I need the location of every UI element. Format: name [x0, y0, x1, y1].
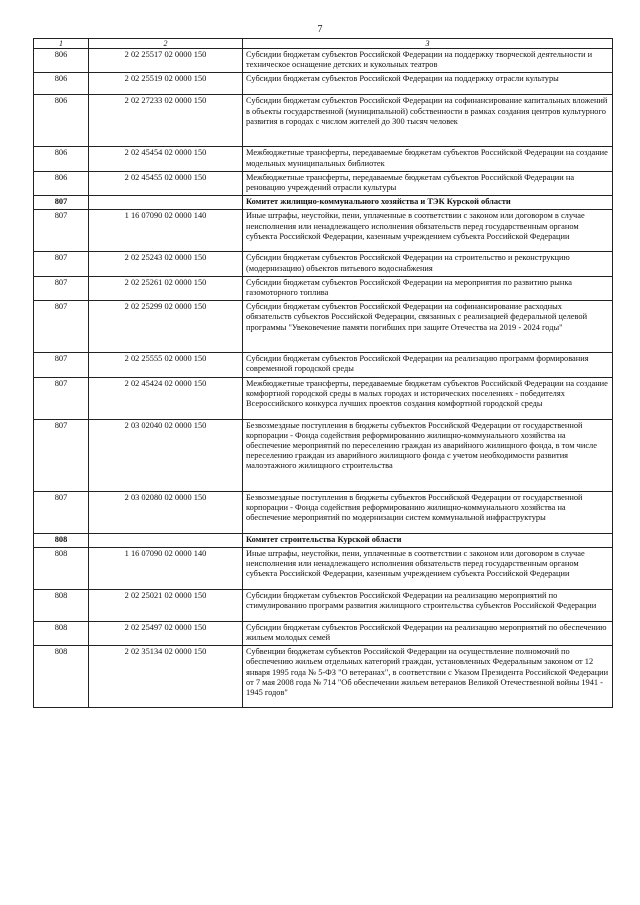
table-row	[34, 252, 613, 276]
table-row	[34, 73, 613, 95]
table-row	[34, 276, 613, 300]
income-description-cell: Комитет строительства Курской области	[243, 533, 613, 547]
admin-code-cell: 807	[34, 491, 89, 533]
admin-code-cell: 807	[34, 301, 89, 353]
table-body	[34, 49, 613, 708]
table-row	[34, 589, 613, 621]
administrator-header-row	[34, 196, 613, 210]
budget-classification-code-cell: 2 02 25261 02 0000 150	[89, 276, 243, 300]
column-2-number: 2	[89, 39, 243, 49]
income-description-cell: Субсидии бюджетам субъектов Российской Федерации на софинансирование расходных обязательств субъектов Российской Федерации, связанных с реализацией федеральной целевой программы "Увековечение памяти погибших при защите Отечества на 2019 - 2024 годы"	[243, 301, 613, 353]
budget-classification-code-cell: 2 02 25243 02 0000 150	[89, 252, 243, 276]
table-row	[34, 419, 613, 491]
income-description-cell: Субсидии бюджетам субъектов Российской Федерации на поддержку отрасли культуры	[243, 73, 613, 95]
column-1-number: 1	[34, 39, 89, 49]
budget-classification-code-cell: 2 02 45455 02 0000 150	[89, 171, 243, 195]
income-description-cell: Межбюджетные трансферты, передаваемые бюджетам субъектов Российской Федерации на создание модельных муниципальных библиотек	[243, 147, 613, 171]
budget-classification-code-cell: 2 02 25021 02 0000 150	[89, 589, 243, 621]
table-row	[34, 491, 613, 533]
admin-code-cell: 808	[34, 547, 89, 589]
budget-classification-code-cell: 1 16 07090 02 0000 140	[89, 210, 243, 252]
budget-classification-code-cell: 2 02 45454 02 0000 150	[89, 147, 243, 171]
table-row	[34, 95, 613, 147]
admin-code-cell: 807	[34, 196, 89, 210]
admin-code-cell: 807	[34, 419, 89, 491]
admin-code-cell: 807	[34, 276, 89, 300]
budget-classification-code-cell: 2 02 25517 02 0000 150	[89, 49, 243, 73]
income-description-cell: Субсидии бюджетам субъектов Российской Федерации на реализацию программ формирования современной городской среды	[243, 353, 613, 377]
table-row	[34, 210, 613, 252]
admin-code-cell: 806	[34, 73, 89, 95]
budget-classification-code-cell: 1 16 07090 02 0000 140	[89, 547, 243, 589]
revenue-codes-table	[33, 38, 613, 708]
admin-code-cell: 806	[34, 95, 89, 147]
income-description-cell: Межбюджетные трансферты, передаваемые бюджетам субъектов Российской Федерации на реновацию учреждений отрасли культуры	[243, 171, 613, 195]
budget-classification-code-cell: 2 02 25519 02 0000 150	[89, 73, 243, 95]
table-row	[34, 49, 613, 73]
income-description-cell: Иные штрафы, неустойки, пени, уплаченные в соответствии с законом или договором в случае неисполнения или ненадлежащего исполнения обязательств перед государственным органом субъекта Российской Федерации, казенным учреждением субъекта Российской Федерации	[243, 210, 613, 252]
admin-code-cell: 808	[34, 589, 89, 621]
admin-code-cell: 808	[34, 533, 89, 547]
budget-classification-code-cell: 2 02 35134 02 0000 150	[89, 646, 243, 708]
table-row	[34, 147, 613, 171]
column-number-row	[34, 39, 613, 49]
budget-classification-code-cell	[89, 533, 243, 547]
budget-classification-code-cell: 2 02 27233 02 0000 150	[89, 95, 243, 147]
table-row	[34, 353, 613, 377]
table-row	[34, 171, 613, 195]
budget-classification-code-cell: 2 02 45424 02 0000 150	[89, 377, 243, 419]
budget-classification-code-cell: 2 02 25299 02 0000 150	[89, 301, 243, 353]
table-row	[34, 621, 613, 645]
budget-classification-code-cell: 2 03 02040 02 0000 150	[89, 419, 243, 491]
table-row	[34, 301, 613, 353]
income-description-cell: Субсидии бюджетам субъектов Российской Федерации на реализацию мероприятий по стимулированию программ развития жилищного строительства субъектов Российской Федерации	[243, 589, 613, 621]
income-description-cell: Субсидии бюджетам субъектов Российской Федерации на софинансирование капитальных вложений в объекты государственной (муниципальной) собственности в рамках создания центров культурного развития в городах с числом жителей до 300 тысяч человек	[243, 95, 613, 147]
income-description-cell: Иные штрафы, неустойки, пени, уплаченные в соответствии с законом или договором в случае неисполнения или ненадлежащего исполнения обязательств перед государственным органом субъекта Российской Федерации, казенным учреждением субъекта Российской Федерации	[243, 547, 613, 589]
income-description-cell: Безвозмездные поступления в бюджеты субъектов Российской Федерации от государственной корпорации - Фонда содействия реформированию жилищно-коммунального хозяйства на обеспечение мероприятий по модернизации систем коммунальной инфраструктуры	[243, 491, 613, 533]
page-number: 7	[317, 24, 323, 35]
admin-code-cell: 807	[34, 252, 89, 276]
column-3-number: 3	[243, 39, 613, 49]
budget-classification-code-cell	[89, 196, 243, 210]
budget-classification-code-cell: 2 02 25555 02 0000 150	[89, 353, 243, 377]
admin-code-cell: 807	[34, 353, 89, 377]
table-row	[34, 646, 613, 708]
admin-code-cell: 806	[34, 147, 89, 171]
income-description-cell: Комитет жилищно-коммунального хозяйства и ТЭК Курской области	[243, 196, 613, 210]
income-description-cell: Межбюджетные трансферты, передаваемые бюджетам субъектов Российской Федерации на создание комфортной городской среды в малых городах и исторических поселениях - победителях Всероссийского конкурса лучших проектов создания комфортной городской среды	[243, 377, 613, 419]
admin-code-cell: 808	[34, 621, 89, 645]
admin-code-cell: 806	[34, 171, 89, 195]
admin-code-cell: 807	[34, 377, 89, 419]
income-description-cell: Субсидии бюджетам субъектов Российской Федерации на мероприятия по развитию рынка газомоторного топлива	[243, 276, 613, 300]
table-row	[34, 547, 613, 589]
administrator-header-row	[34, 533, 613, 547]
income-description-cell: Субсидии бюджетам субъектов Российской Федерации на реализацию мероприятий по обеспечению жильем молодых семей	[243, 621, 613, 645]
income-description-cell: Субсидии бюджетам субъектов Российской Федерации на строительство и реконструкцию (модернизацию) объектов питьевого водоснабжения	[243, 252, 613, 276]
income-description-cell: Безвозмездные поступления в бюджеты субъектов Российской Федерации от государственной корпорации - Фонда содействия реформированию жилищно-коммунального хозяйства на обеспечение мероприятий по переселению граждан из аварийного жилищного фонда, в том числе переселению граждан из аварийного жилищного фонда с учетом необходимости развития малоэтажного жилищного строительства	[243, 419, 613, 491]
income-description-cell: Субсидии бюджетам субъектов Российской Федерации на поддержку творческой деятельности и техническое оснащение детских и кукольных театров	[243, 49, 613, 73]
budget-classification-code-cell: 2 02 25497 02 0000 150	[89, 621, 243, 645]
admin-code-cell: 807	[34, 210, 89, 252]
income-description-cell: Субвенции бюджетам субъектов Российской Федерации на осуществление полномочий по обеспечению жильем отдельных категорий граждан, установленных Федеральным законом от 12 января 1995 года № 5-ФЗ "О ветеранах", в соответствии с Указом Президента Российской Федерации от 7 мая 2008 года № 714 "Об обеспечении жильем ветеранов Великой Отечественной войны 1941 - 1945 годов"	[243, 646, 613, 708]
admin-code-cell: 808	[34, 646, 89, 708]
table-row	[34, 377, 613, 419]
budget-classification-code-cell: 2 03 02080 02 0000 150	[89, 491, 243, 533]
admin-code-cell: 806	[34, 49, 89, 73]
